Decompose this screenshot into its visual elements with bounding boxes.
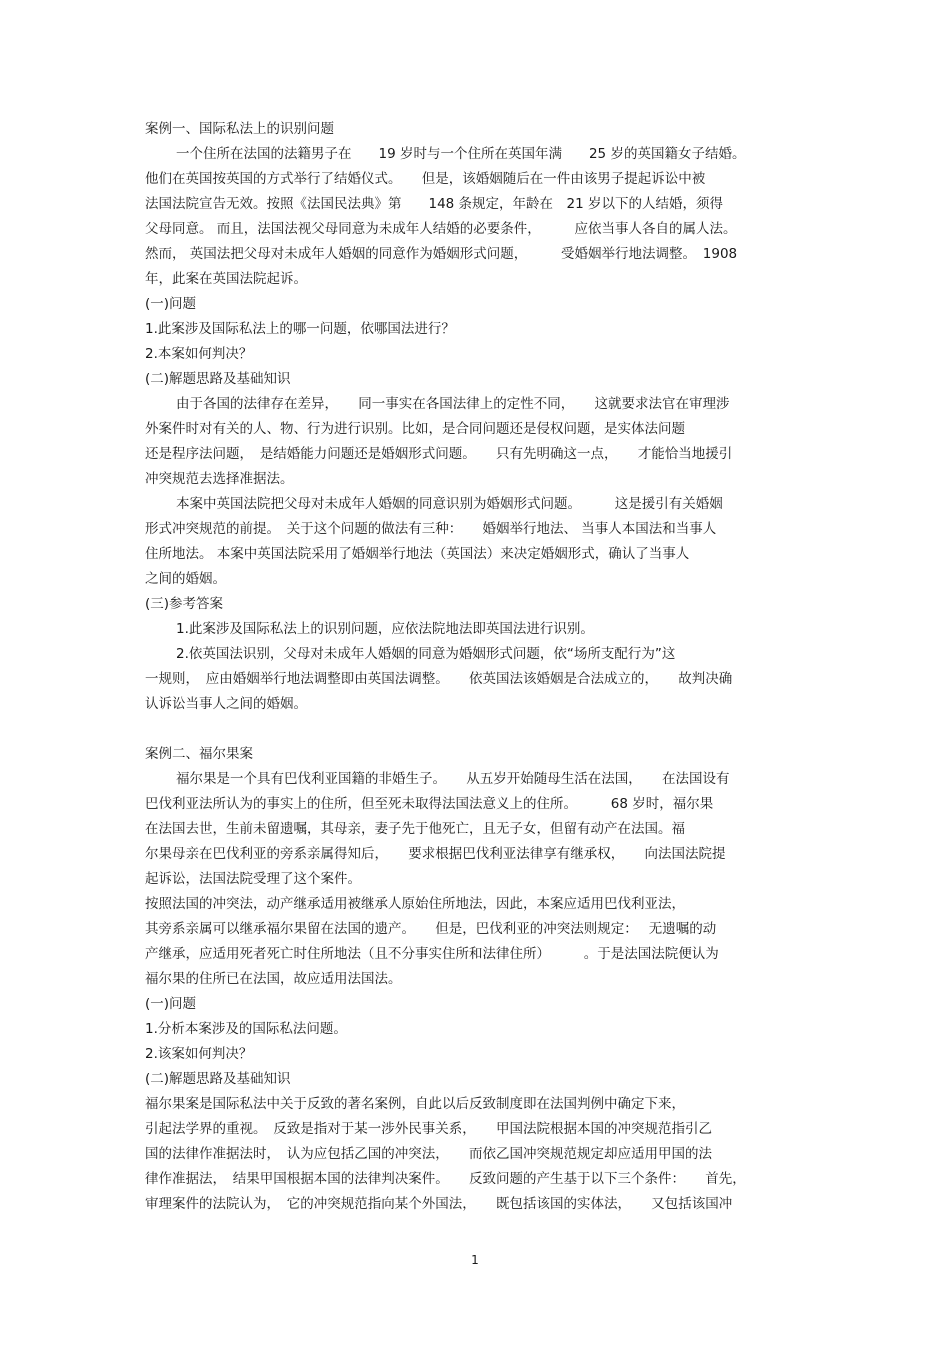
text-line: 然而， 英国法把父母对未成年人婚姻的同意作为婚姻形式问题， 受婚姻举行地法调整。 1908 [145,246,738,262]
question-item: 1.分析本案涉及的国际私法问题。 [145,1021,347,1037]
text-line: 国的法律作准据法时， 认为应包括乙国的冲突法， 而依乙国冲突规范规定却应适用甲国的法 [145,1146,712,1162]
answer-item: 2.依英国法识别，父母对未成年人婚姻的同意为婚姻形式问题，依“场所支配行为”这 [176,646,676,662]
section-heading: (一)问题 [145,996,197,1012]
section-heading: (三)参考答案 [145,596,224,612]
text-line: 福尔果案是国际私法中关于反致的著名案例，自此以后反致制度即在法国判例中确定下来， [145,1096,685,1112]
section-heading: (一)问题 [145,296,197,312]
case-one-heading: 案例一、国际私法上的识别问题 [145,121,334,137]
text-line: 由于各国的法律存在差异， 同一事实在各国法律上的定性不同， 这就要求法官在审理涉 [176,396,730,412]
text-line: 福尔果是一个具有巴伐利亚国籍的非婚生子。 从五岁开始随母生活在法国， 在法国设有 [176,771,730,787]
text-line: 按照法国的冲突法，动产继承适用被继承人原始住所地法，因此，本案应适用巴伐利亚法， [145,896,685,912]
text-line: 认诉讼当事人之间的婚姻。 [145,696,307,712]
question-item: 1.此案涉及国际私法上的哪一问题，依哪国法进行？ [145,321,455,337]
case-two-heading: 案例二、福尔果案 [145,746,253,762]
text-line: 之间的婚姻。 [145,571,226,587]
text-line: 父母同意。 而且，法国法视父母同意为未成年人结婚的必要条件， 应依当事人各自的属人法。 [145,221,737,237]
page-number: 1 [471,1253,479,1267]
text-line: 产继承，应适用死者死亡时住所地法（且不分事实住所和法律住所） 。于是法国法院便认为 [145,946,719,962]
text-line: 一规则， 应由婚姻举行地法调整即由英国法调整。 依英国法该婚姻是合法成立的， 故判决确 [145,671,733,687]
text-line: 本案中英国法院把父母对未成年人婚姻的同意识别为婚姻形式问题。 这是援引有关婚姻 [176,496,723,512]
text-line: 冲突规范去选择准据法。 [145,471,294,487]
question-item: 2.该案如何判决？ [145,1046,253,1062]
text-line: 引起法学界的重视。 反致是指对于某一涉外民事关系， 甲国法院根据本国的冲突规范指引乙 [145,1121,712,1137]
text-line: 福尔果的住所已在法国，故应适用法国法。 [145,971,402,987]
text-line: 审理案件的法院认为， 它的冲突规范指向某个外国法， 既包括该国的实体法， 又包括该国冲 [145,1196,733,1212]
text-line: 尔果母亲在巴伐利亚的旁系亲属得知后， 要求根据巴伐利亚法律享有继承权， 向法国法院提 [145,846,726,862]
text-line: 还是程序法问题， 是结婚能力问题还是婚姻形式问题。 只有先明确这一点， 才能恰当地援引 [145,446,733,462]
text-line: 在法国去世，生前未留遗嘱，其母亲，妻子先于他死亡，且无子女，但留有动产在法国。福 [145,821,685,837]
text-line: 巴伐利亚法所认为的事实上的住所，但至死未取得法国法意义上的住所。 68 岁时，福尔果 [145,796,714,812]
text-line: 一个住所在法国的法籍男子在 19 岁时与一个住所在英国年满 25 岁的英国籍女子结婚。 [176,146,746,162]
text-line: 他们在英国按英国的方式举行了结婚仪式。 但是，该婚姻随后在一件由该男子提起诉讼中被 [145,171,706,187]
text-line: 年，此案在英国法院起诉。 [145,271,307,287]
text-line: 起诉讼，法国法院受理了这个案件。 [145,871,361,887]
section-heading: (二)解题思路及基础知识 [145,1071,291,1087]
text-line: 法国法院宣告无效。按照《法国民法典》第 148 条规定，年龄在 21 岁以下的人结婚，须得 [145,196,724,212]
text-line: 形式冲突规范的前提。 关于这个问题的做法有三种： 婚姻举行地法、 当事人本国法和当事人 [145,521,717,537]
answer-item: 1.此案涉及国际私法上的识别问题，应依法院地法即英国法进行识别。 [176,621,594,637]
text-line: 律作准据法， 结果甲国根据本国的法律判决案件。 反致问题的产生基于以下三个条件： 首先， [145,1171,746,1187]
section-heading: (二)解题思路及基础知识 [145,371,291,387]
question-item: 2.本案如何判决？ [145,346,253,362]
text-line: 其旁系亲属可以继承福尔果留在法国的遗产。 但是，巴伐利亚的冲突法则规定： 无遗嘱的动 [145,921,717,937]
text-line: 外案件时对有关的人、物、行为进行识别。比如，是合同问题还是侵权问题，是实体法问题 [145,421,685,437]
text-line: 住所地法。 本案中英国法院采用了婚姻举行地法（英国法）来决定婚姻形式，确认了当事人 [145,546,690,562]
